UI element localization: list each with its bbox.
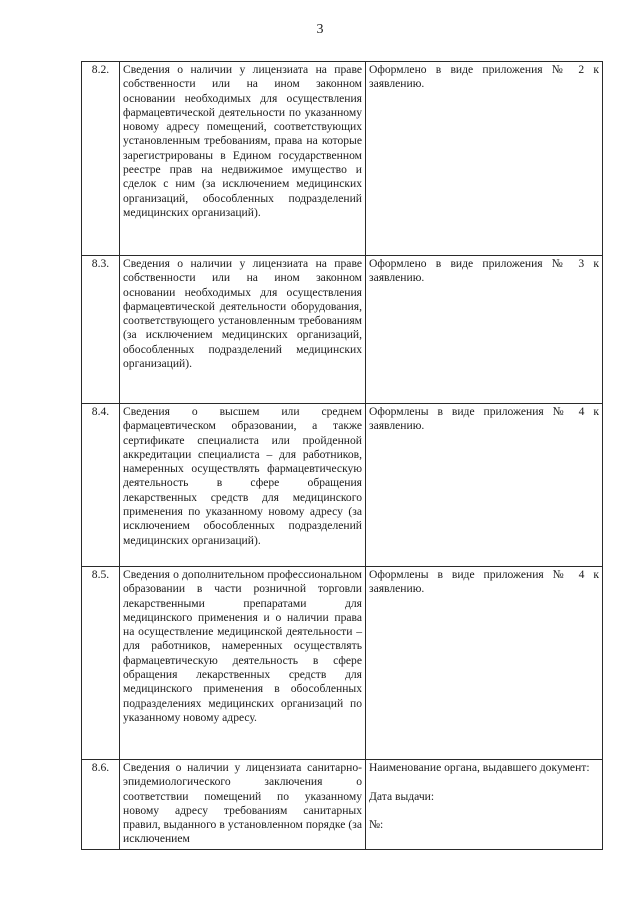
license-application-table [81, 61, 603, 850]
row-number: 8.6. [82, 760, 120, 850]
row-number: 8.5. [82, 567, 120, 760]
row-number: 8.4. [82, 404, 120, 567]
table-row [82, 567, 603, 760]
row-number: 8.3. [82, 256, 120, 404]
row-note: Оформлены в виде приложения № 4 к заявлению. [366, 567, 603, 760]
table-row [82, 760, 603, 850]
row-description: Сведения о дополнительном профессиональном образовании в части розничной торговли лекарственными препаратами для медицинского применения и о наличии права на осуществление медицинской деятельности – для работников, намеренных осуществлять фармацевтическую деятельность в сфере обращения лекарственных средств для медицинского применения в обособленных подразделениях медицинских организаций по указанному новому адресу. [120, 567, 366, 760]
row-number: 8.2. [82, 62, 120, 256]
document-number-label: №: [369, 818, 384, 832]
row-note: Оформлено в виде приложения № 3 к заявлению. [366, 256, 603, 404]
row-description: Сведения о наличии у лицензиата на праве собственности или на ином законном основании необходимых для осуществления фармацевтической деятельности по указанному новому адресу помещений, соответствующих установленным требованиям, права на которые зарегистрированы в Едином государственном реестре прав на недвижимое имущество и сделок с ним (за исключением медицинских организаций, обособленных подразделений медицинских организаций). [120, 62, 366, 256]
row-description: Сведения о наличии у лицензиата на праве собственности или на ином законном основании необходимых для осуществления фармацевтической деятельности оборудования, соответствующего установленным требованиям (за исключением медицинских организаций, обособленных подразделений медицинских организаций). [120, 256, 366, 404]
row-note: Оформлены в виде приложения № 4 к заявлению. [366, 404, 603, 567]
issue-date-label: Дата выдачи: [369, 789, 435, 803]
page-number: 3 [316, 22, 324, 37]
row-description: Сведения о высшем или среднем фармацевтическом образовании, а также сертификате специалиста или пройденной аккредитации специалиста – для работников, намеренных осуществлять фармацевтическую деятельность в сфере обращения лекарственных средств для медицинского применения по указанному новому адресу (за исключением обособленных подразделений медицинских организаций). [120, 404, 366, 567]
row-description: Сведения о наличии у лицензиата санитарно-эпидемиологического заключения о соответствии помещений по указанному новому адресу требованиям санитарных правил, выданного в установленном порядке (за исключением [120, 760, 366, 850]
issuing-authority-label: Наименование органа, выдавшего документ: [369, 761, 590, 774]
table-row [82, 256, 603, 404]
row-note-fields [366, 760, 603, 850]
table-row [82, 62, 603, 256]
table-row [82, 404, 603, 567]
row-note: Оформлено в виде приложения № 2 к заявлению. [366, 62, 603, 256]
